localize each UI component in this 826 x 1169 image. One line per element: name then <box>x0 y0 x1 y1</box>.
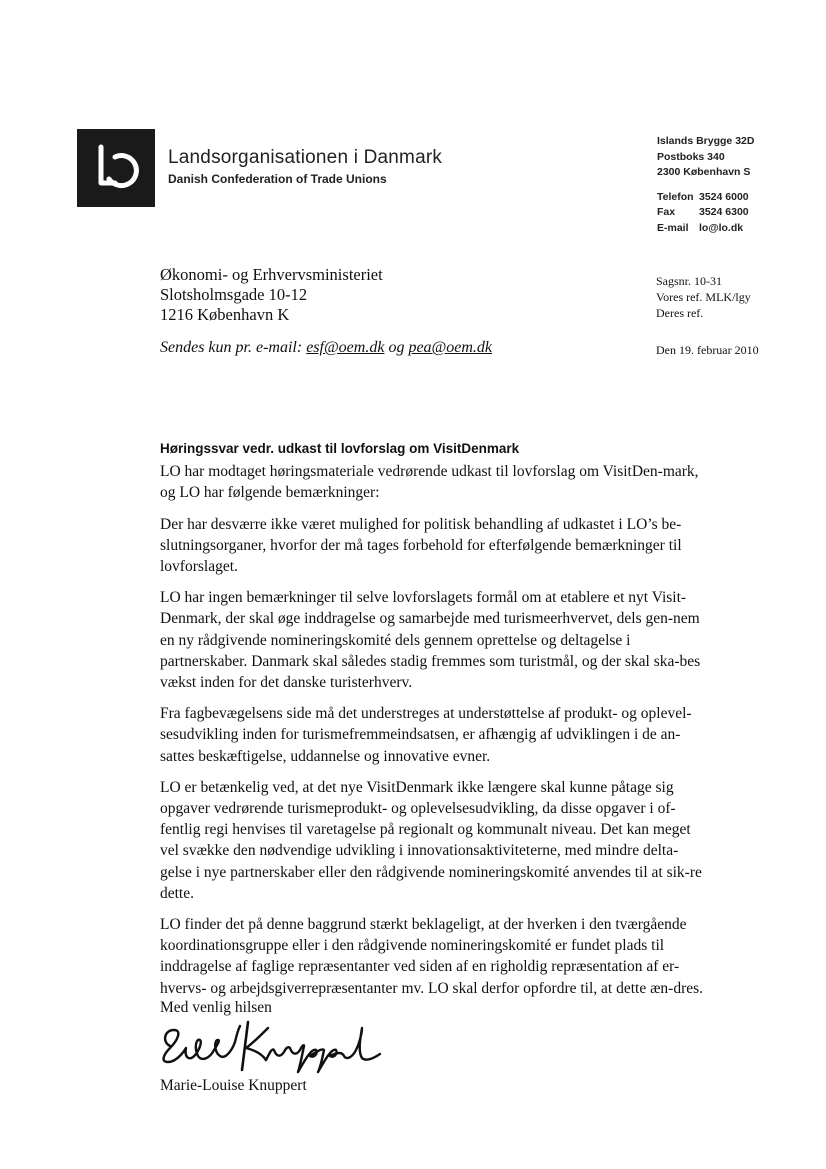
lo-logo-icon <box>77 129 155 207</box>
closing-salutation: Med venlig hilsen <box>160 999 272 1016</box>
paragraph: Der har desværre ikke været mulighed for politisk behandling af udkastet i LO’s be-slutningsorganer, hvorfor der må tages forbehold for efterfølgende bemærkninger til lovforslaget. <box>160 515 682 576</box>
recipient-email-link-2[interactable]: pea@oem.dk <box>408 339 493 356</box>
delivery-line <box>160 339 492 357</box>
sender-email <box>657 221 754 237</box>
letter-body <box>160 438 708 1009</box>
your-reference: Deres ref. <box>656 306 704 320</box>
recipient-line: 1216 København K <box>160 305 290 324</box>
phone-label: Telefon <box>657 190 694 203</box>
case-number: Sagsnr. 10-31 <box>656 274 722 288</box>
paragraph: LO finder det på denne baggrund stærkt beklageligt, at der hverken i den tværgående koordinationsgruppe eller i den rådgivende nomineringskomité er fundet plads til inddragelse af faglige repræsentanter ved siden af en righoldig repræsentation af er-hvervs- og arbejdsgiverrepræsentanter mv. LO skal derfor opfordre til, at dette æn-dres. <box>160 916 704 997</box>
sender-address-line: Islands Brygge 32D <box>657 135 755 147</box>
fax-value: 3524 6300 <box>699 206 749 218</box>
email-value: lo@lo.dk <box>699 221 744 234</box>
letterhead <box>168 147 442 186</box>
phone-value: 3524 6000 <box>699 190 749 203</box>
delivery-prefix: Sendes kun pr. e-mail: <box>160 339 303 356</box>
org-subtitle: Danish Confederation of Trade Unions <box>168 172 387 186</box>
sender-address-line: Postboks 340 <box>657 150 725 163</box>
lo-logo <box>77 129 155 207</box>
sender-fax <box>657 205 754 221</box>
reference-block <box>656 273 751 321</box>
signer-name: Marie-Louise Knuppert <box>160 1077 307 1094</box>
recipient-address <box>160 265 383 325</box>
delivery-connector: og <box>388 339 405 356</box>
letter-subject: Høringssvar vedr. udkast til lovforslag om VisitDenmark <box>160 441 520 456</box>
handwritten-signature <box>156 1018 386 1076</box>
paragraph: LO er betænkelig ved, at det nye VisitDenmark ikke længere skal kunne påtage sig opgaver vedrørende turismeprodukt- og oplevelsesudvikling, da disse opgaver i of-fentlig regi henvises til varetagelse på regionalt og kommunalt niveau. Det kan meget vel svække den nødvendige udvikling i innovationsaktiviteterne, med mindre delta-gelse i nye partnerskaber eller den rådgivende nomineringskomité anvendes til at sik-re dette. <box>160 778 702 902</box>
our-reference: Vores ref. MLK/lgy <box>656 290 751 304</box>
recipient-line: Økonomi- og Erhvervsministeriet <box>160 265 383 284</box>
recipient-email-link-1[interactable]: esf@oem.dk <box>306 339 385 356</box>
sender-phone <box>657 190 754 206</box>
org-name: Landsorganisationen i Danmark <box>168 147 443 168</box>
sender-address-line: 2300 København S <box>657 166 751 178</box>
email-label: E-mail <box>657 221 689 234</box>
fax-label: Fax <box>657 206 676 218</box>
paragraph: LO har ingen bemærkninger til selve lovforslagets formål om at etablere et nyt Visit-Denmark, der skal øge inddragelse og samarbejde med turismeerhvervet, dels gen-nem en ny rådgivende nomineringskomité dels gennem oprettelse og deltagelse i partnerskaber. Danmark skal således stadig fremmes som turistmål, og der skal ska-bes vækst inden for det danske turisterhverv. <box>160 589 701 692</box>
letter-date: Den 19. februar 2010 <box>656 343 759 357</box>
paragraph: Fra fagbevægelsens side må det understreges at understøttelse af produkt- og oplevel-sesudvikling inden for turismefremmeindsatsen, er afhængig af udviklingen i de an-sattes beskæftigelse, uddannelse og innovative evner. <box>160 705 692 765</box>
paragraph: LO har modtaget høringsmateriale vedrørende udkast til lovforslag om VisitDen-mark, og LO har følgende bemærkninger: <box>160 463 699 502</box>
recipient-line: Slotsholmsgade 10-12 <box>160 285 308 304</box>
sender-address <box>657 134 754 236</box>
